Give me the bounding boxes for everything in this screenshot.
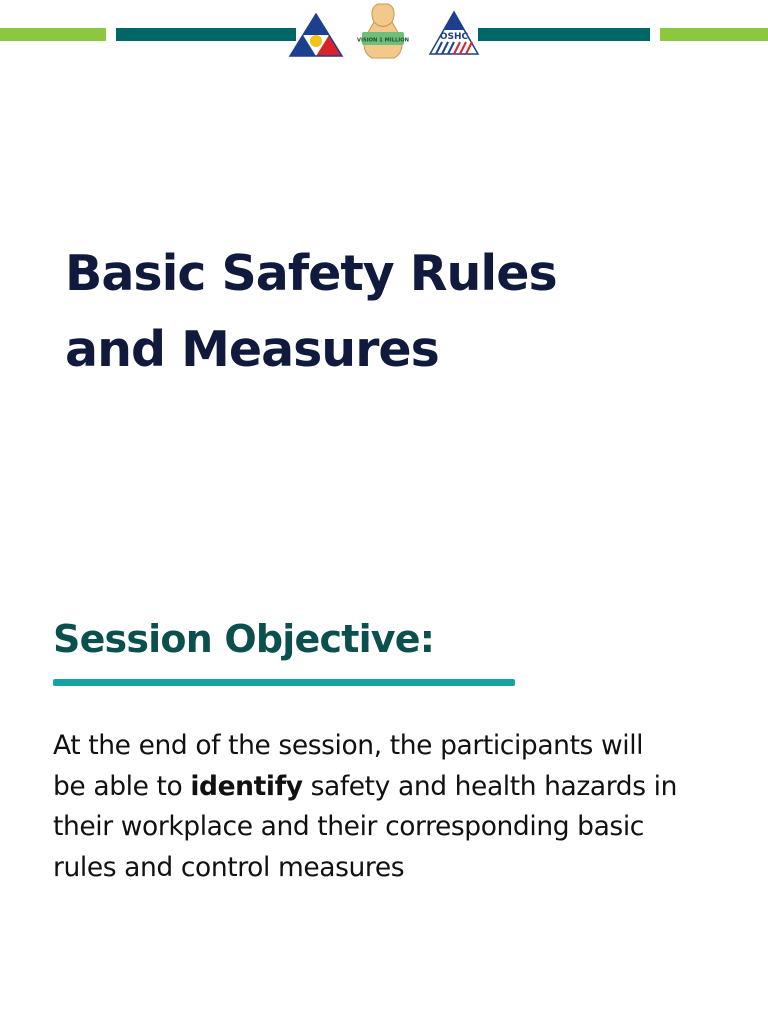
vision-logo-label: VISION 1 MILLION	[357, 37, 409, 44]
objective-line-4: rules and control measures	[53, 851, 405, 883]
section-heading-session-objective: Session Objective:	[53, 617, 435, 661]
page-title	[65, 236, 705, 388]
objective-line-3: their workplace and their corresponding basic	[53, 811, 644, 842]
page-title-line-2: and Measures	[65, 321, 439, 378]
header-bar-green-left	[0, 28, 106, 41]
objective-line-1: At the end of the session, the participants will	[53, 730, 644, 761]
vision-million-logo-icon	[356, 2, 410, 62]
oshc-logo-icon	[428, 10, 480, 58]
objective-line-2-end: safety and health hazards in	[302, 770, 677, 802]
session-objective-text	[53, 726, 733, 888]
dole-logo-icon	[288, 12, 344, 58]
header-bar-green-right	[660, 28, 768, 41]
page-title-line-1: Basic Safety Rules	[65, 245, 557, 302]
header-bar-teal-right	[478, 28, 650, 41]
header-bar-teal-left	[116, 28, 296, 41]
objective-keyword: identify	[190, 770, 303, 802]
oshc-logo-label: OSHC	[439, 32, 469, 42]
section-divider	[53, 679, 515, 686]
objective-line-2-start: be able to	[53, 770, 191, 802]
objective-line-2	[53, 767, 733, 808]
